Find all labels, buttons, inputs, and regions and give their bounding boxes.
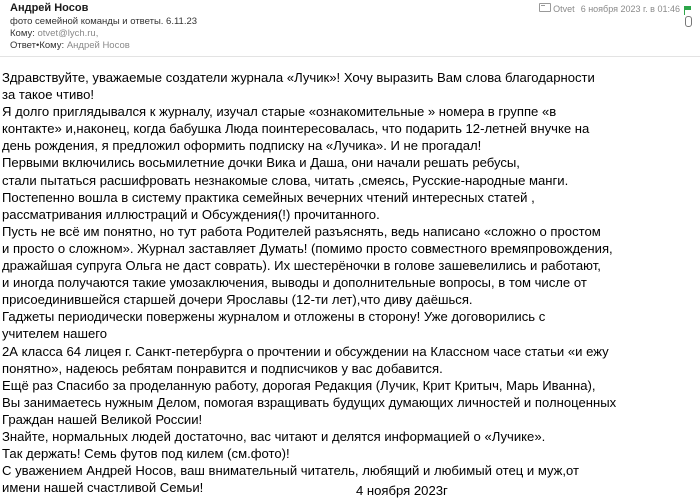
email-date: 6 ноября 2023 г. в 01:46 [580, 3, 680, 14]
body-line: присоединившейся старшей дочери Ярославы (12-ти лет),что диву даёшься. [2, 292, 473, 308]
sender-name[interactable]: Андрей Носов [10, 2, 89, 14]
attachment-icon[interactable] [685, 16, 692, 27]
email-body [2, 69, 692, 496]
body-line: Пусть не всё им понятно, но тут работа Родителей разъяснять, ведь написано «сложно о простом [2, 223, 601, 239]
body-line: Вы занимаетесь нужным Делом, помогая взращивать будущих думающих личностей и полноценных [2, 394, 617, 410]
signature-date: 4 ноября 2023г [356, 483, 448, 498]
reply-to-line [10, 40, 130, 51]
to-line [10, 28, 98, 39]
body-line: Я долго приглядывался к журналу, изучал старые «ознакомительные » номера в группе «в [2, 104, 557, 120]
email-meta [539, 3, 680, 14]
body-line: и иногда получаются такие умозаключения, выводы и дополнительные вопросы, в том числе от [2, 275, 587, 291]
folder-name: Otvet [553, 4, 575, 14]
body-line: Знайте, нормальных людей достаточно, вас читают и делятся информацией о «Лучике». [2, 428, 546, 444]
body-line: дражайшая супруга Ольга не даст соврать). Их шестерёночки в голове зашевелились и работают, [2, 258, 601, 274]
body-line: Постепенно вошла в систему практика семейных вечерних чтений интересных статей , [2, 189, 535, 205]
body-line: имени нашей счастливой Семьи! [2, 480, 204, 496]
body-line: учителем нашего [2, 326, 108, 342]
email-subject: фото семейной команды и ответы. 6.11.23 [10, 16, 198, 27]
body-line: Ещё раз Спасибо за проделанную работу, дорогая Редакция (Лучик, Крит Критыч, Марь Иванна), [2, 377, 596, 393]
email-header [0, 0, 700, 57]
flag-icon[interactable] [684, 6, 692, 13]
body-line: Гаджеты периодически повержены журналом и отложены в сторону! Уже договорились с [2, 309, 546, 325]
body-line: день рождения, я предложил оформить подписку на «Лучика». И не прогадал! [2, 138, 482, 154]
body-line: Так держать! Семь футов под килем (см.фото)! [2, 446, 290, 462]
to-address[interactable]: otvet@lych.ru, [37, 28, 99, 39]
body-line: Первыми включились восьмилетние дочки Вика и Даша, они начали решать ребусы, [2, 155, 520, 171]
body-line: контакте» и,наконец, когда бабушка Люда поинтересовалась, что подарить 12-летней внучке на [2, 121, 590, 137]
body-line: Здравствуйте, уважаемые создатели журнала «Лучик»! Хочу выразить Вам слова благодарности [2, 70, 595, 85]
reply-to-label: Ответ•Кому: [10, 40, 65, 51]
body-line: 2А класса 64 лицея г. Санкт-петербурга о прочтении и обсуждении на Классном часе статьи «и ежу [2, 343, 609, 359]
body-line: рассматривания иллюстраций и Обсуждения(!) прочитанного. [2, 206, 380, 222]
body-line: понятно», надеюсь ребятам понравится и подписчиков у вас добавится. [2, 360, 443, 376]
mailbox-folder[interactable] [539, 3, 575, 14]
folder-icon [539, 3, 551, 12]
body-line: и просто о сложном». Журнал заставляет Думать! (помимо просто совместного времяпровождения, [2, 240, 613, 256]
to-label: Кому: [10, 28, 35, 39]
body-line: за такое чтиво! [2, 87, 94, 103]
body-line: стали пытаться расшифровать незнакомые слова, читать ,смеясь, Русские-народные манги. [2, 172, 569, 188]
email-actions [684, 6, 692, 27]
reply-to-address[interactable]: Андрей Носов [66, 40, 130, 51]
body-line: С уважением Андрей Носов, ваш внимательный читатель, любящий и любимый отец и муж,от [2, 463, 580, 479]
body-line: Граждан нашей Великой России! [2, 411, 203, 427]
